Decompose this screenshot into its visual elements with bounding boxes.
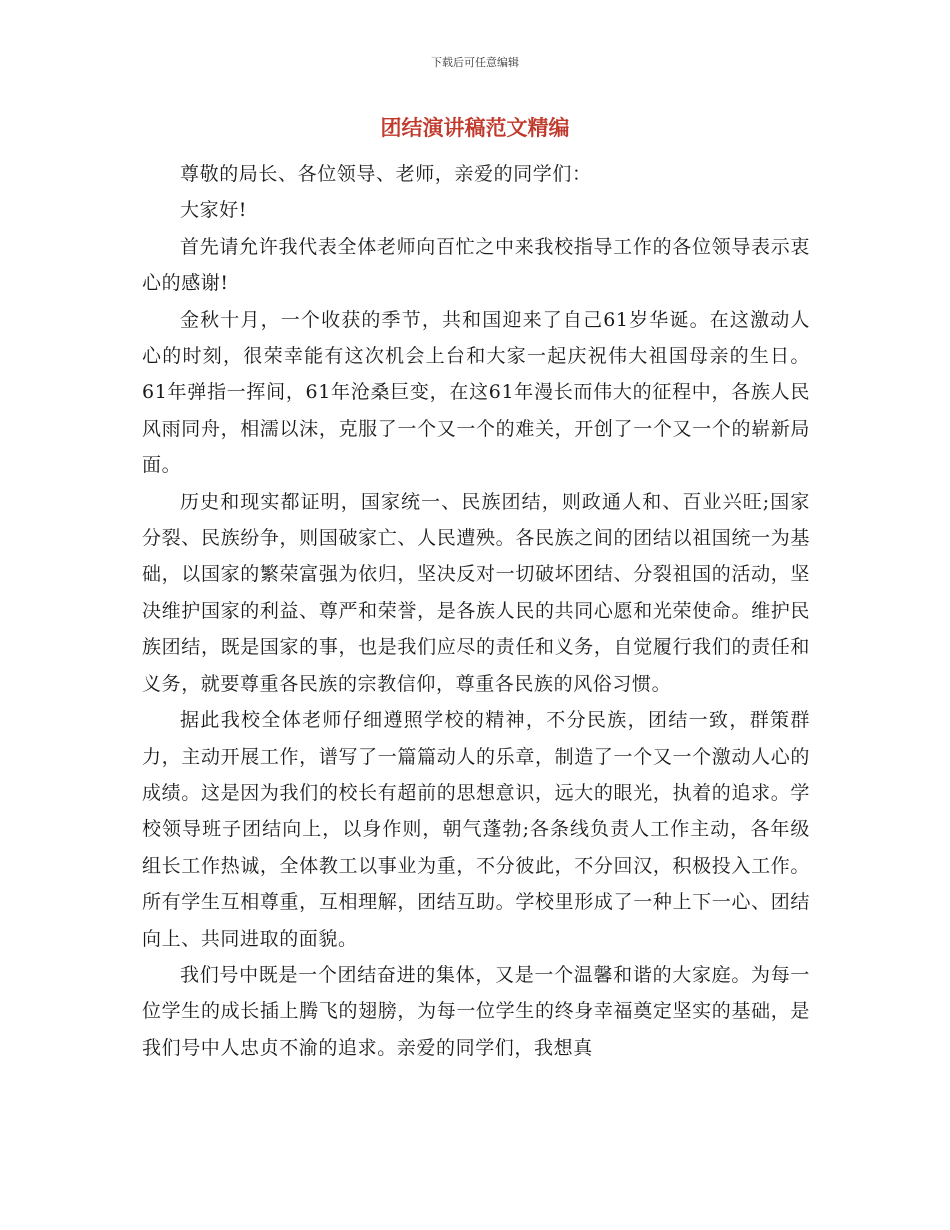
- paragraph: 金秋十月，一个收获的季节，共和国迎来了自己61岁华诞。在这激动人心的时刻，很荣幸能有这次机会上台和大家一起庆祝伟大祖国母亲的生日。61年弹指一挥间，61年沧桑巨变，在这61年漫长而伟大的征程中，各族人民风雨同舟，相濡以沫，克服了一个又一个的难关，开创了一个又一个的崭新局面。: [142, 308, 810, 477]
- document-body: [142, 156, 810, 1066]
- paragraph: 我们号中既是一个团结奋进的集体，又是一个温馨和谐的大家庭。为每一位学生的成长插上腾飞的翅膀，为每一位学生的终身幸福奠定坚实的基础，是我们号中人忠贞不渝的追求。亲爱的同学们，我想真: [142, 963, 810, 1059]
- paragraph: 首先请允许我代表全体老师向百忙之中来我校指导工作的各位领导表示衷心的感谢!: [142, 235, 810, 295]
- document-title: 团结演讲稿范文精编: [380, 116, 570, 140]
- header-note: 下载后可任意编辑: [431, 56, 519, 69]
- paragraph: 据此我校全体老师仔细遵照学校的精神，不分民族，团结一致，群策群力，主动开展工作，谱写了一篇篇动人的乐章，制造了一个又一个激动人心的成绩。这是因为我们的校长有超前的思想意识，远大的眼光，执着的追求。学校领导班子团结向上，以身作则，朝气蓬勃;各条线负责人工作主动，各年级组长工作热诚，全体教工以事业为重，不分彼此，不分回汉，积极投入工作。所有学生互相尊重，互相理解，团结互助。学校里形成了一种上下一心、团结向上、共同进取的面貌。: [142, 709, 810, 950]
- paragraph-salutation: 尊敬的局长、各位领导、老师，亲爱的同学们：: [180, 163, 592, 185]
- paragraph-greeting: 大家好!: [180, 199, 248, 222]
- paragraph: 历史和现实都证明，国家统一、民族团结，则政通人和、百业兴旺;国家分裂、民族纷争，则国破家亡、人民遭殃。各民族之间的团结以祖国统一为基础，以国家的繁荣富强为依归，坚决反对一切破坏团结、分裂祖国的活动，坚决维护国家的利益、尊严和荣誉，是各族人民的共同心愿和光荣使命。维护民族团结，既是国家的事，也是我们应尽的责任和义务，自觉履行我们的责任和义务，就要尊重各民族的宗教信仰，尊重各民族的风俗习惯。: [142, 490, 810, 695]
